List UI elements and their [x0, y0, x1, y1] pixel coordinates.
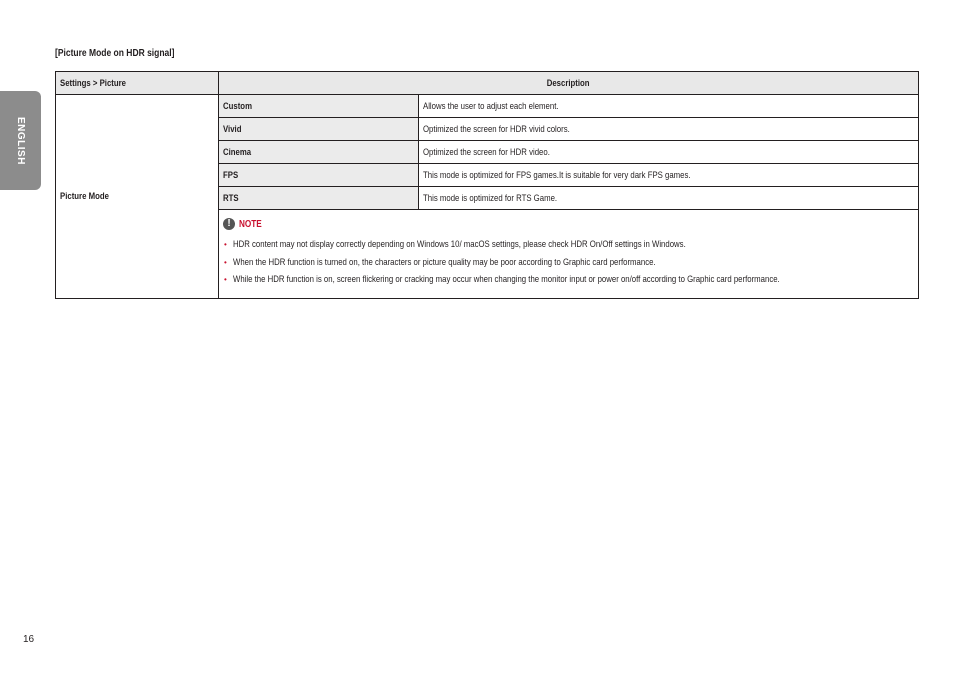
table-header-row	[56, 72, 919, 95]
note-item: • While the HDR function is on, screen flickering or cracking may occur when changing the monitor input or power on/off according to Graphic card performance.	[223, 271, 914, 289]
description-cell: Optimized the screen for HDR video.	[419, 141, 919, 164]
description-cell: This mode is optimized for FPS games.It is suitable for very dark FPS games.	[419, 164, 919, 187]
description-cell: This mode is optimized for RTS Game.	[419, 187, 919, 210]
mode-cell: RTS	[219, 187, 419, 210]
header-setting: Settings > Picture	[56, 72, 219, 95]
language-tab	[0, 91, 41, 190]
setting-name-cell: Picture Mode	[56, 95, 219, 299]
language-tab-label: ENGLISH	[15, 116, 26, 165]
description-cell: Optimized the screen for HDR vivid colors.	[419, 118, 919, 141]
note-label: NOTE	[239, 218, 262, 230]
exclamation-icon: !	[223, 218, 235, 230]
mode-cell: Vivid	[219, 118, 419, 141]
picture-mode-table	[55, 71, 919, 299]
mode-cell: Cinema	[219, 141, 419, 164]
note-item: • HDR content may not display correctly depending on Windows 10/ macOS settings, please check HDR On/Off settings in Windows.	[223, 236, 914, 254]
note-header	[223, 218, 914, 230]
description-cell: Allows the user to adjust each element.	[419, 95, 919, 118]
mode-cell: Custom	[219, 95, 419, 118]
header-description: Description	[219, 72, 919, 95]
section-title: [Picture Mode on HDR signal]	[55, 48, 175, 59]
mode-cell: FPS	[219, 164, 419, 187]
table-row	[56, 95, 919, 118]
note-item: • When the HDR function is turned on, the characters or picture quality may be poor according to Graphic card performance.	[223, 254, 914, 272]
note-cell	[219, 210, 919, 299]
page-number: 16	[23, 634, 35, 645]
note-list	[223, 236, 914, 289]
